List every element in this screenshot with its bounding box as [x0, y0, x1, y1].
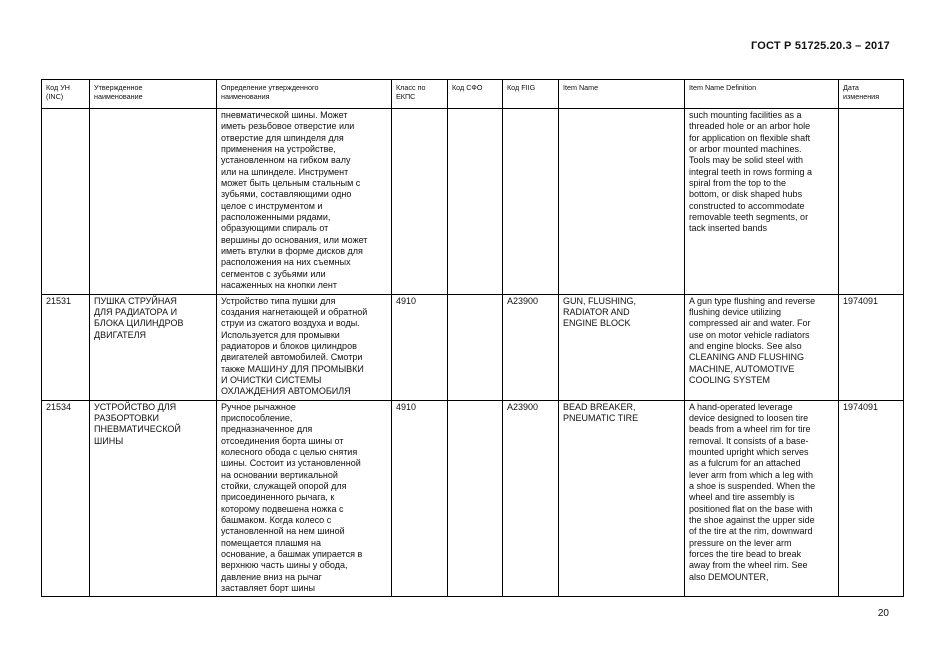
cell-inc: 21531: [42, 294, 90, 400]
cell-item-name-definition: such mounting facilities as a threaded hole or an arbor hole for application on flexible shaft or arbor mounted machines. Tools may be solid steel with integral teeth in rows forming a spiral from the top to the bottom, or disk shaped hubs constructed to accommodate removable teeth segments, or tack inserted bands: [685, 109, 839, 295]
column-header-definition: Определение утвержденного наименования: [217, 80, 392, 109]
cell-inc: 21534: [42, 400, 90, 597]
column-header-inc: Код УН (INC): [42, 80, 90, 109]
nomenclature-table: [41, 79, 904, 597]
column-header-item-name-definition: Item Name Definition: [685, 80, 839, 109]
table-row: [42, 400, 904, 597]
cell-approved-name: УСТРОЙСТВО ДЛЯ РАЗБОРТОВКИ ПНЕВМАТИЧЕСКОЙ ШИНЫ: [90, 400, 217, 597]
cell-definition: Ручное рычажное приспособление, предназначенное для отсоединения борта шины от колесного обода с целью снятия шины. Состоит из установленной на основании вертикальной стойки, служащей опорой для присоединенного рычага, к которому подвешена ножка с башмаком. Когда колесо с установленной на нем шиной помещается плашмя на основание, а башмак упирается в верхнюю часть шины у обода, давление вниз на рычаг заставляет борт шины: [217, 400, 392, 597]
cell-item-name: GUN, FLUSHING, RADIATOR AND ENGINE BLOCK: [559, 294, 685, 400]
cell-sfo: [448, 109, 503, 295]
column-header-sfo: Код СФО: [448, 80, 503, 109]
column-header-fiig: Код FIIG: [503, 80, 559, 109]
column-header-change-date: Дата изменения: [839, 80, 904, 109]
cell-fiig: A23900: [503, 294, 559, 400]
table-row: [42, 109, 904, 295]
cell-fiig: A23900: [503, 400, 559, 597]
cell-change-date: 1974091: [839, 294, 904, 400]
cell-sfo: [448, 400, 503, 597]
column-header-item-name: Item Name: [559, 80, 685, 109]
cell-class: [392, 109, 448, 295]
cell-approved-name: [90, 109, 217, 295]
column-header-class: Класс по ЕКПС: [392, 80, 448, 109]
cell-item-name: [559, 109, 685, 295]
cell-definition: пневматической шины. Может иметь резьбовое отверстие или отверстие для шпинделя для применения на устройстве, установленном на гибком валу или на шпинделе. Инструмент может быть цельным стальным с зубьями, составляющими одно целое с инструментом и расположенными рядами, образующими спираль от вершины до основания, или может иметь втулки в форме дисков для расположения на них съемных сегментов с зубьями или насаженных на кнопки лент: [217, 109, 392, 295]
cell-fiig: [503, 109, 559, 295]
cell-item-name-definition: A hand-operated leverage device designed to loosen tire beads from a wheel rim for tire removal. It consists of a base- mounted upright which serves as a fulcrum for an attached lever arm from which a leg with a shoe is suspended. When the wheel and tire assembly is positioned flat on the base with the shoe against the upper side of the tire at the rim, downward pressure on the lever arm forces the tire bead to break away from the wheel rim. See also DEMOUNTER,: [685, 400, 839, 597]
cell-class: 4910: [392, 294, 448, 400]
cell-inc: [42, 109, 90, 295]
page-number: 20: [877, 608, 889, 619]
cell-item-name-definition: A gun type flushing and reverse flushing device utilizing compressed air and water. For use on motor vehicle radiators and engine blocks. See also CLEANING AND FLUSHING MACHINE, AUTOMOTIVE COOLING SYSTEM: [685, 294, 839, 400]
cell-item-name: BEAD BREAKER, PNEUMATIC TIRE: [559, 400, 685, 597]
cell-class: 4910: [392, 400, 448, 597]
table-row: [42, 294, 904, 400]
document-code: ГОСТ Р 51725.20.3 – 2017: [750, 40, 890, 52]
cell-sfo: [448, 294, 503, 400]
column-header-approved-name: Утвержденное наименование: [90, 80, 217, 109]
cell-change-date: 1974091: [839, 400, 904, 597]
cell-change-date: [839, 109, 904, 295]
cell-definition: Устройство типа пушки для создания нагнетающей и обратной струи из сжатого воздуха и воды. Используется для промывки радиаторов и блоков цилиндров двигателей автомобилей. Смотри также МАШИНУ ДЛЯ ПРОМЫВКИ И ОЧИСТКИ СИСТЕМЫ ОХЛАЖДЕНИЯ АВТОМОБИЛЯ: [217, 294, 392, 400]
table-header-row: [42, 80, 904, 109]
cell-approved-name: ПУШКА СТРУЙНАЯ ДЛЯ РАДИАТОРА И БЛОКА ЦИЛИНДРОВ ДВИГАТЕЛЯ: [90, 294, 217, 400]
